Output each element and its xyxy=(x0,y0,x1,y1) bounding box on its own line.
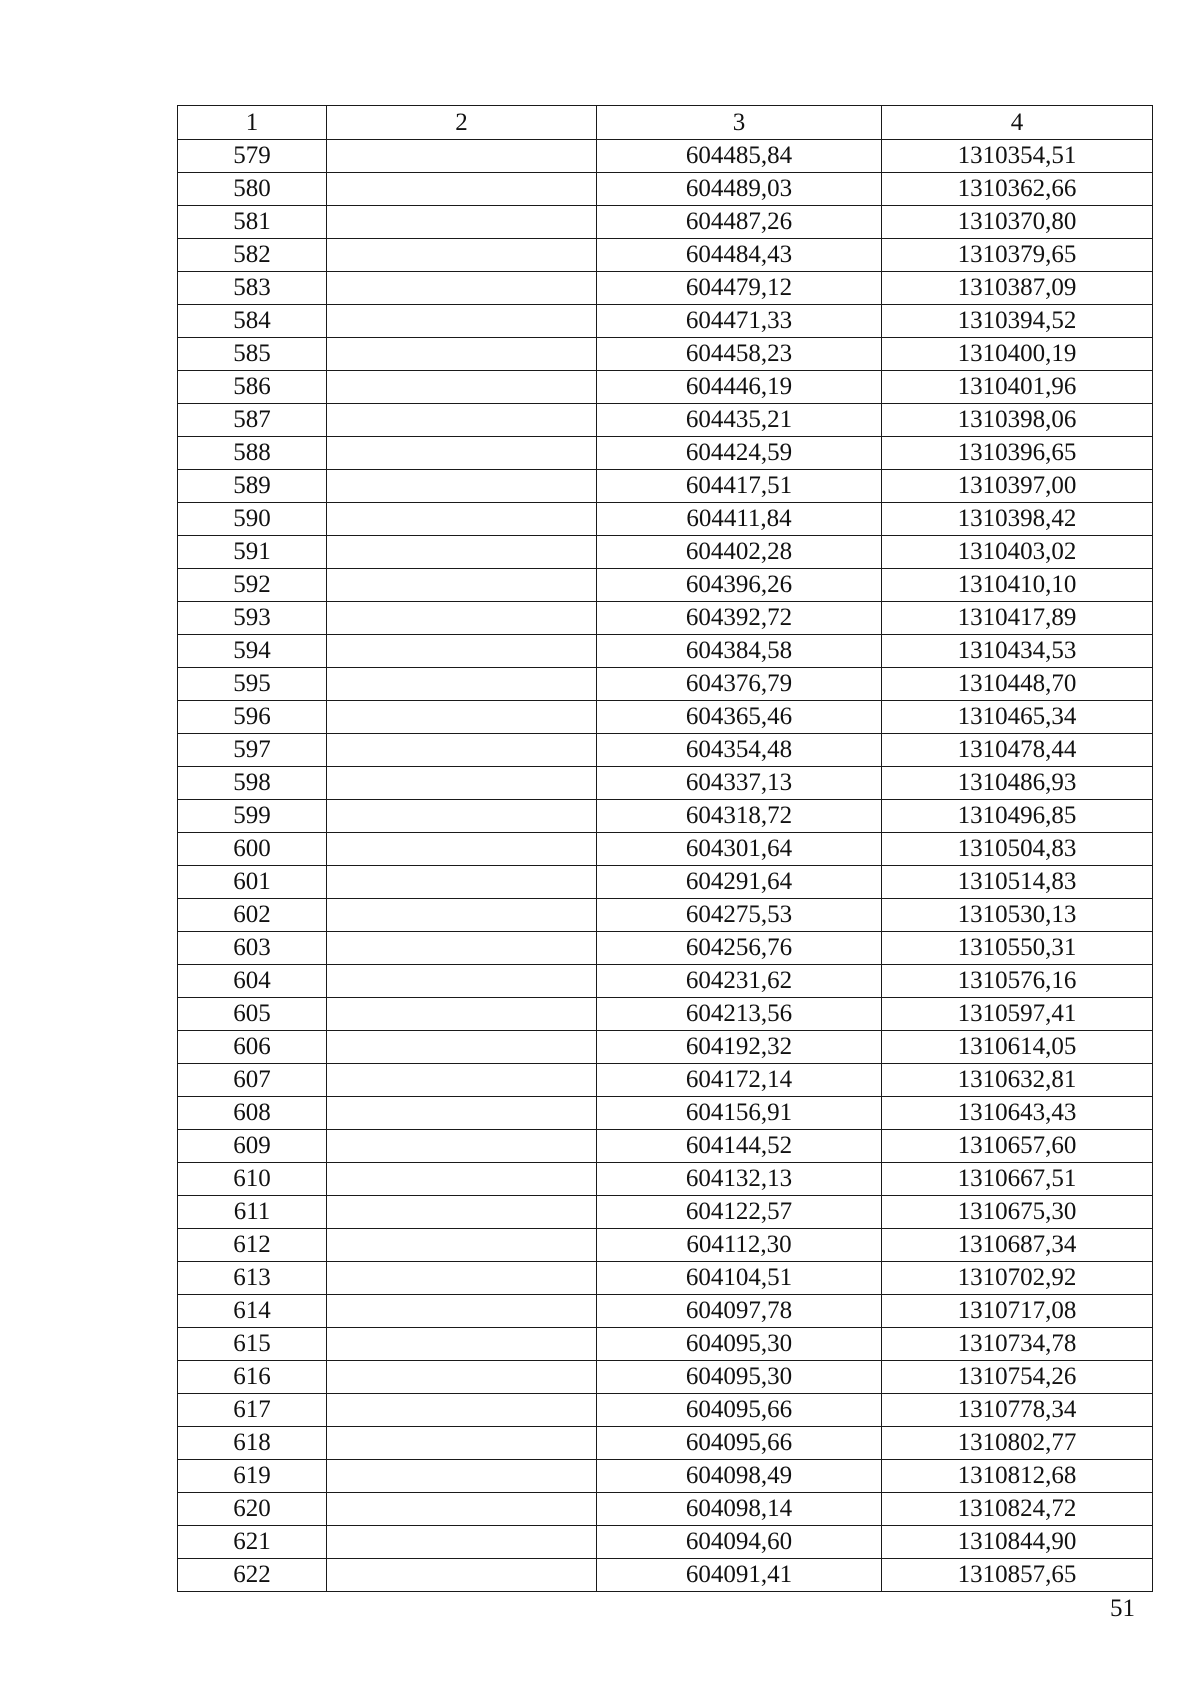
table-body xyxy=(178,140,1153,1592)
table-row xyxy=(178,536,1153,569)
description-cell xyxy=(327,1394,597,1427)
y-coordinate-cell: 1310717,08 xyxy=(882,1295,1153,1328)
table-row xyxy=(178,1394,1153,1427)
y-coordinate-cell: 1310657,60 xyxy=(882,1130,1153,1163)
y-coordinate-cell: 1310734,78 xyxy=(882,1328,1153,1361)
table-row xyxy=(178,239,1153,272)
column-header-2: 2 xyxy=(327,106,597,140)
point-number-cell: 591 xyxy=(178,536,327,569)
x-coordinate-cell: 604365,46 xyxy=(597,701,882,734)
y-coordinate-cell: 1310530,13 xyxy=(882,899,1153,932)
point-number-cell: 622 xyxy=(178,1559,327,1592)
table-row xyxy=(178,1163,1153,1196)
table-row xyxy=(178,338,1153,371)
x-coordinate-cell: 604417,51 xyxy=(597,470,882,503)
table-row xyxy=(178,668,1153,701)
x-coordinate-cell: 604484,43 xyxy=(597,239,882,272)
table-row xyxy=(178,503,1153,536)
table-row xyxy=(178,833,1153,866)
coordinates-table xyxy=(177,105,1153,1592)
x-coordinate-cell: 604291,64 xyxy=(597,866,882,899)
x-coordinate-cell: 604435,21 xyxy=(597,404,882,437)
x-coordinate-cell: 604231,62 xyxy=(597,965,882,998)
description-cell xyxy=(327,800,597,833)
description-cell xyxy=(327,173,597,206)
x-coordinate-cell: 604094,60 xyxy=(597,1526,882,1559)
description-cell xyxy=(327,635,597,668)
point-number-cell: 594 xyxy=(178,635,327,668)
y-coordinate-cell: 1310667,51 xyxy=(882,1163,1153,1196)
x-coordinate-cell: 604122,57 xyxy=(597,1196,882,1229)
header-row xyxy=(178,106,1153,140)
column-header-4: 4 xyxy=(882,106,1153,140)
x-coordinate-cell: 604104,51 xyxy=(597,1262,882,1295)
x-coordinate-cell: 604091,41 xyxy=(597,1559,882,1592)
x-coordinate-cell: 604095,30 xyxy=(597,1328,882,1361)
point-number-cell: 603 xyxy=(178,932,327,965)
table-row xyxy=(178,305,1153,338)
point-number-cell: 597 xyxy=(178,734,327,767)
x-coordinate-cell: 604256,76 xyxy=(597,932,882,965)
point-number-cell: 613 xyxy=(178,1262,327,1295)
table-row xyxy=(178,1262,1153,1295)
x-coordinate-cell: 604098,14 xyxy=(597,1493,882,1526)
table-row xyxy=(178,173,1153,206)
table-row xyxy=(178,1493,1153,1526)
y-coordinate-cell: 1310478,44 xyxy=(882,734,1153,767)
x-coordinate-cell: 604095,66 xyxy=(597,1394,882,1427)
point-number-cell: 585 xyxy=(178,338,327,371)
description-cell xyxy=(327,371,597,404)
x-coordinate-cell: 604172,14 xyxy=(597,1064,882,1097)
table-row xyxy=(178,800,1153,833)
y-coordinate-cell: 1310824,72 xyxy=(882,1493,1153,1526)
y-coordinate-cell: 1310403,02 xyxy=(882,536,1153,569)
point-number-cell: 615 xyxy=(178,1328,327,1361)
table-row xyxy=(178,1064,1153,1097)
description-cell xyxy=(327,437,597,470)
x-coordinate-cell: 604396,26 xyxy=(597,569,882,602)
point-number-cell: 584 xyxy=(178,305,327,338)
y-coordinate-cell: 1310394,52 xyxy=(882,305,1153,338)
description-cell xyxy=(327,305,597,338)
table-row xyxy=(178,1526,1153,1559)
table-row xyxy=(178,965,1153,998)
y-coordinate-cell: 1310400,19 xyxy=(882,338,1153,371)
table-row xyxy=(178,1361,1153,1394)
table-row xyxy=(178,1328,1153,1361)
y-coordinate-cell: 1310550,31 xyxy=(882,932,1153,965)
description-cell xyxy=(327,1262,597,1295)
point-number-cell: 616 xyxy=(178,1361,327,1394)
y-coordinate-cell: 1310434,53 xyxy=(882,635,1153,668)
x-coordinate-cell: 604424,59 xyxy=(597,437,882,470)
y-coordinate-cell: 1310857,65 xyxy=(882,1559,1153,1592)
point-number-cell: 596 xyxy=(178,701,327,734)
point-number-cell: 593 xyxy=(178,602,327,635)
y-coordinate-cell: 1310465,34 xyxy=(882,701,1153,734)
table-row xyxy=(178,206,1153,239)
point-number-cell: 614 xyxy=(178,1295,327,1328)
y-coordinate-cell: 1310778,34 xyxy=(882,1394,1153,1427)
y-coordinate-cell: 1310576,16 xyxy=(882,965,1153,998)
point-number-cell: 604 xyxy=(178,965,327,998)
y-coordinate-cell: 1310379,65 xyxy=(882,239,1153,272)
y-coordinate-cell: 1310514,83 xyxy=(882,866,1153,899)
description-cell xyxy=(327,1196,597,1229)
y-coordinate-cell: 1310362,66 xyxy=(882,173,1153,206)
point-number-cell: 619 xyxy=(178,1460,327,1493)
table-row xyxy=(178,404,1153,437)
point-number-cell: 588 xyxy=(178,437,327,470)
column-header-3: 3 xyxy=(597,106,882,140)
y-coordinate-cell: 1310417,89 xyxy=(882,602,1153,635)
table-row xyxy=(178,701,1153,734)
x-coordinate-cell: 604095,66 xyxy=(597,1427,882,1460)
table-row xyxy=(178,1097,1153,1130)
point-number-cell: 600 xyxy=(178,833,327,866)
description-cell xyxy=(327,404,597,437)
table-row xyxy=(178,1295,1153,1328)
x-coordinate-cell: 604402,28 xyxy=(597,536,882,569)
point-number-cell: 582 xyxy=(178,239,327,272)
y-coordinate-cell: 1310401,96 xyxy=(882,371,1153,404)
description-cell xyxy=(327,140,597,173)
description-cell xyxy=(327,1427,597,1460)
x-coordinate-cell: 604318,72 xyxy=(597,800,882,833)
x-coordinate-cell: 604411,84 xyxy=(597,503,882,536)
point-number-cell: 598 xyxy=(178,767,327,800)
table-row xyxy=(178,932,1153,965)
description-cell xyxy=(327,1064,597,1097)
table-row xyxy=(178,140,1153,173)
y-coordinate-cell: 1310486,93 xyxy=(882,767,1153,800)
y-coordinate-cell: 1310812,68 xyxy=(882,1460,1153,1493)
point-number-cell: 601 xyxy=(178,866,327,899)
x-coordinate-cell: 604098,49 xyxy=(597,1460,882,1493)
y-coordinate-cell: 1310387,09 xyxy=(882,272,1153,305)
point-number-cell: 580 xyxy=(178,173,327,206)
x-coordinate-cell: 604471,33 xyxy=(597,305,882,338)
x-coordinate-cell: 604192,32 xyxy=(597,1031,882,1064)
point-number-cell: 595 xyxy=(178,668,327,701)
y-coordinate-cell: 1310370,80 xyxy=(882,206,1153,239)
x-coordinate-cell: 604446,19 xyxy=(597,371,882,404)
table-row xyxy=(178,635,1153,668)
x-coordinate-cell: 604156,91 xyxy=(597,1097,882,1130)
description-cell xyxy=(327,1559,597,1592)
description-cell xyxy=(327,932,597,965)
point-number-cell: 606 xyxy=(178,1031,327,1064)
y-coordinate-cell: 1310410,10 xyxy=(882,569,1153,602)
table-row xyxy=(178,899,1153,932)
table-row xyxy=(178,1460,1153,1493)
point-number-cell: 617 xyxy=(178,1394,327,1427)
y-coordinate-cell: 1310398,06 xyxy=(882,404,1153,437)
y-coordinate-cell: 1310398,42 xyxy=(882,503,1153,536)
table-row xyxy=(178,1130,1153,1163)
column-header-1: 1 xyxy=(178,106,327,140)
description-cell xyxy=(327,1130,597,1163)
description-cell xyxy=(327,536,597,569)
table-row xyxy=(178,470,1153,503)
table-row xyxy=(178,1559,1153,1592)
description-cell xyxy=(327,1097,597,1130)
description-cell xyxy=(327,1493,597,1526)
x-coordinate-cell: 604458,23 xyxy=(597,338,882,371)
page-number: 51 xyxy=(1110,1595,1135,1622)
x-coordinate-cell: 604112,30 xyxy=(597,1229,882,1262)
point-number-cell: 583 xyxy=(178,272,327,305)
y-coordinate-cell: 1310597,41 xyxy=(882,998,1153,1031)
description-cell xyxy=(327,668,597,701)
x-coordinate-cell: 604485,84 xyxy=(597,140,882,173)
description-cell xyxy=(327,701,597,734)
point-number-cell: 607 xyxy=(178,1064,327,1097)
point-number-cell: 592 xyxy=(178,569,327,602)
table-row xyxy=(178,437,1153,470)
table-row xyxy=(178,272,1153,305)
description-cell xyxy=(327,1328,597,1361)
description-cell xyxy=(327,1460,597,1493)
table-row xyxy=(178,866,1153,899)
description-cell xyxy=(327,1361,597,1394)
x-coordinate-cell: 604337,13 xyxy=(597,767,882,800)
x-coordinate-cell: 604301,64 xyxy=(597,833,882,866)
point-number-cell: 599 xyxy=(178,800,327,833)
y-coordinate-cell: 1310504,83 xyxy=(882,833,1153,866)
point-number-cell: 618 xyxy=(178,1427,327,1460)
description-cell xyxy=(327,206,597,239)
table-row xyxy=(178,569,1153,602)
point-number-cell: 590 xyxy=(178,503,327,536)
description-cell xyxy=(327,569,597,602)
y-coordinate-cell: 1310844,90 xyxy=(882,1526,1153,1559)
y-coordinate-cell: 1310614,05 xyxy=(882,1031,1153,1064)
description-cell xyxy=(327,1295,597,1328)
description-cell xyxy=(327,338,597,371)
description-cell xyxy=(327,734,597,767)
point-number-cell: 620 xyxy=(178,1493,327,1526)
table-row xyxy=(178,1427,1153,1460)
description-cell xyxy=(327,272,597,305)
description-cell xyxy=(327,602,597,635)
table-row xyxy=(178,371,1153,404)
y-coordinate-cell: 1310632,81 xyxy=(882,1064,1153,1097)
description-cell xyxy=(327,239,597,272)
point-number-cell: 602 xyxy=(178,899,327,932)
x-coordinate-cell: 604275,53 xyxy=(597,899,882,932)
x-coordinate-cell: 604479,12 xyxy=(597,272,882,305)
y-coordinate-cell: 1310754,26 xyxy=(882,1361,1153,1394)
table-row xyxy=(178,1229,1153,1262)
x-coordinate-cell: 604487,26 xyxy=(597,206,882,239)
x-coordinate-cell: 604144,52 xyxy=(597,1130,882,1163)
description-cell xyxy=(327,1163,597,1196)
point-number-cell: 589 xyxy=(178,470,327,503)
x-coordinate-cell: 604489,03 xyxy=(597,173,882,206)
y-coordinate-cell: 1310702,92 xyxy=(882,1262,1153,1295)
description-cell xyxy=(327,1526,597,1559)
x-coordinate-cell: 604095,30 xyxy=(597,1361,882,1394)
x-coordinate-cell: 604376,79 xyxy=(597,668,882,701)
x-coordinate-cell: 604392,72 xyxy=(597,602,882,635)
description-cell xyxy=(327,470,597,503)
point-number-cell: 581 xyxy=(178,206,327,239)
x-coordinate-cell: 604384,58 xyxy=(597,635,882,668)
y-coordinate-cell: 1310397,00 xyxy=(882,470,1153,503)
table-row xyxy=(178,602,1153,635)
y-coordinate-cell: 1310354,51 xyxy=(882,140,1153,173)
description-cell xyxy=(327,866,597,899)
y-coordinate-cell: 1310687,34 xyxy=(882,1229,1153,1262)
x-coordinate-cell: 604213,56 xyxy=(597,998,882,1031)
point-number-cell: 586 xyxy=(178,371,327,404)
description-cell xyxy=(327,998,597,1031)
point-number-cell: 621 xyxy=(178,1526,327,1559)
description-cell xyxy=(327,1229,597,1262)
table-row xyxy=(178,1196,1153,1229)
table-row xyxy=(178,1031,1153,1064)
table-row xyxy=(178,734,1153,767)
description-cell xyxy=(327,965,597,998)
point-number-cell: 612 xyxy=(178,1229,327,1262)
description-cell xyxy=(327,1031,597,1064)
x-coordinate-cell: 604354,48 xyxy=(597,734,882,767)
y-coordinate-cell: 1310496,85 xyxy=(882,800,1153,833)
y-coordinate-cell: 1310448,70 xyxy=(882,668,1153,701)
table-row xyxy=(178,998,1153,1031)
x-coordinate-cell: 604132,13 xyxy=(597,1163,882,1196)
description-cell xyxy=(327,899,597,932)
point-number-cell: 605 xyxy=(178,998,327,1031)
description-cell xyxy=(327,503,597,536)
point-number-cell: 608 xyxy=(178,1097,327,1130)
y-coordinate-cell: 1310675,30 xyxy=(882,1196,1153,1229)
point-number-cell: 611 xyxy=(178,1196,327,1229)
x-coordinate-cell: 604097,78 xyxy=(597,1295,882,1328)
point-number-cell: 579 xyxy=(178,140,327,173)
point-number-cell: 609 xyxy=(178,1130,327,1163)
y-coordinate-cell: 1310643,43 xyxy=(882,1097,1153,1130)
point-number-cell: 610 xyxy=(178,1163,327,1196)
table-row xyxy=(178,767,1153,800)
description-cell xyxy=(327,833,597,866)
y-coordinate-cell: 1310802,77 xyxy=(882,1427,1153,1460)
point-number-cell: 587 xyxy=(178,404,327,437)
description-cell xyxy=(327,767,597,800)
y-coordinate-cell: 1310396,65 xyxy=(882,437,1153,470)
